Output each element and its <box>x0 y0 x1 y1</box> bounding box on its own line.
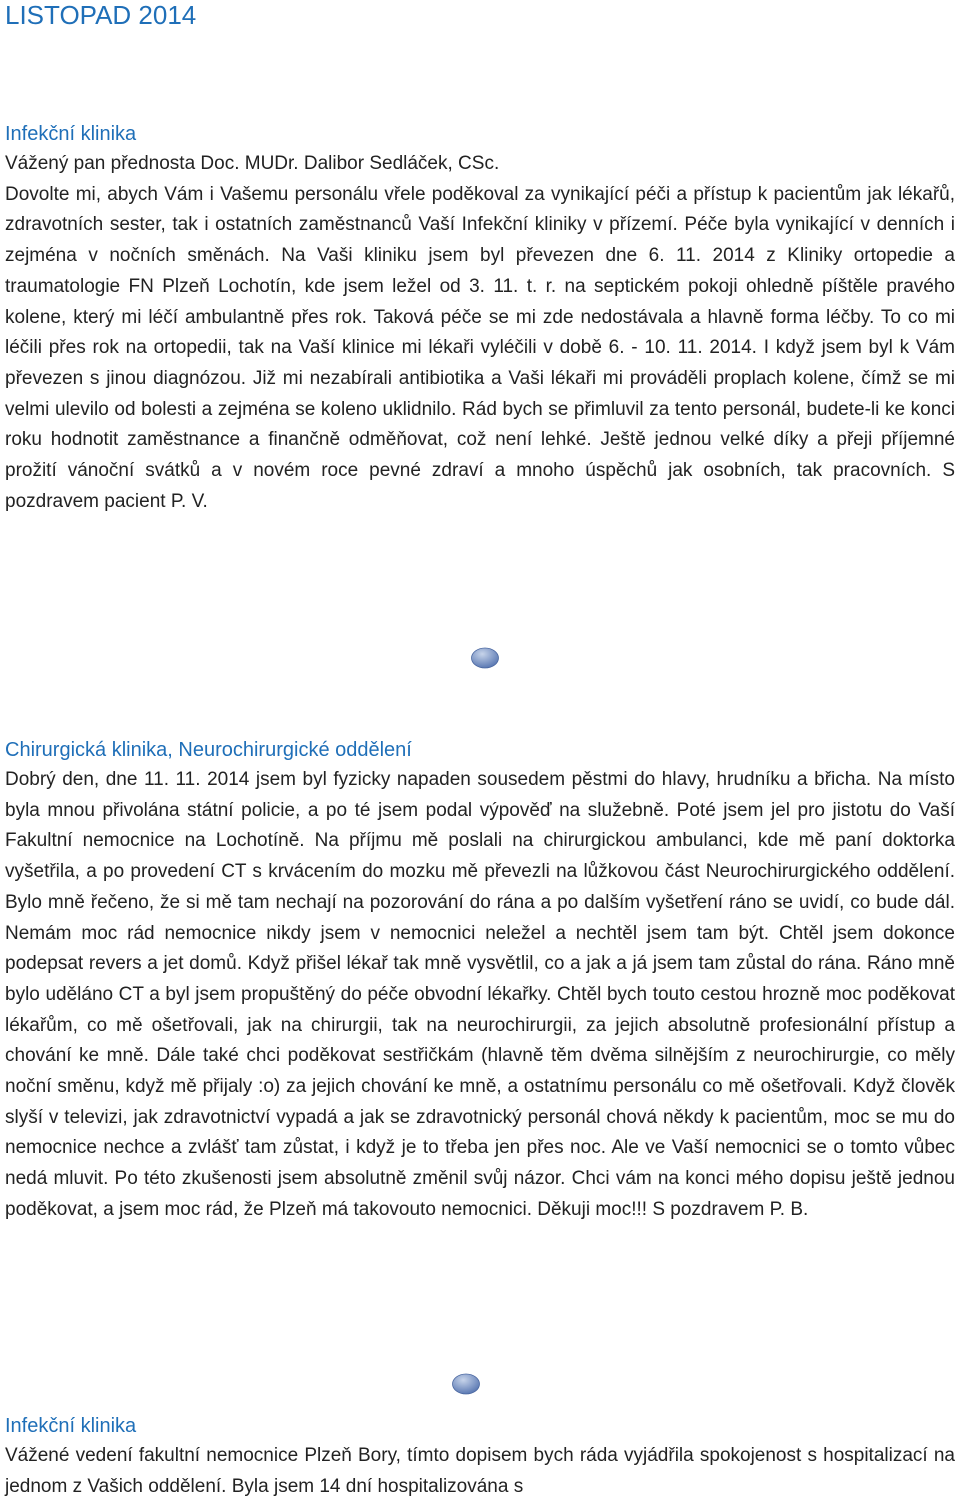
section-infekcni-1 <box>5 119 955 517</box>
section-heading: Chirurgická klinika, Neurochirurgické oddělení <box>5 739 412 761</box>
section-heading: Infekční klinika <box>5 1415 137 1437</box>
section-chirurgicka <box>5 735 955 1226</box>
letter-body: Dobrý den, dne 11. 11. 2014 jsem byl fyzicky napaden sousedem pěstmi do hlavy, hrudníku a břicha. Na místo byla mnou přivolána státní policie, a po té jsem podal výpověď na služebně. Poté jsem jel pro jistotu do Vaší Fakultní nemocnice na Lochotíně. Na příjmu mě poslali na chirurgickou ambulanci, kde mě paní doktorka vyšetřila, a po provedení CT s krvácením do mozku mě převezli na lůžkovou část Neurochirurgického oddělení. Bylo mně řečeno, že si mě tam nechají na pozorování do rána a po dalším vyšetření ráno se uvidí, co bude dál. Nemám moc rád nemocnice nikdy jsem v nemocnici neležel a nechtěl jsem tam být. Chtěl jsem dokonce podepsat revers a jet domů. Když přišel lékař tak mně vysvětlil, co a jak a já jsem tam zůstal do rána. Ráno mně bylo uděláno CT a byl jsem propuštěný do péče obvodní lékařky. Chtěl bych touto cestou hrozně moc poděkovat lékařům, co mě ošetřovali, jak na chirurgii, tak na neurochirurgii, za jejich absolutně profesionální přístup a chování ke mně. Dále také chci poděkovat sestřičkám (hlavně těm dvěma silnějším z neurochirurgie, co měly noční směnu, když mě přijaly :o) za jejich chování ke mně, a ostatnímu personálu co mě ošetřovali. Když člověk slyší v televizi, jak zdravotnictví vypadá a jak se zdravotnický personál chová někdy k pacientům, moc se mu do nemocnice nechce a zvlášť tam zůstat, i když je to třeba jen přes noc. Ale ve Vaší nemocnici se o tomto vůbec nedá mluvit. Po této zkušenosti jsem absolutně změnil svůj názor. Chci vám na konci mého dopisu ještě jednou poděkovat, a jsem moc rád, že Plzeň má takovouto nemocnici. Děkuji moc!!! S pozdravem P. B. <box>5 769 955 1220</box>
bullet-icon <box>451 1373 481 1395</box>
page-title: LISTOPAD 2014 <box>5 0 197 30</box>
letter-body: Vážené vedení fakultní nemocnice Plzeň Bory, tímto dopisem bych ráda vyjádřila spokojenost s hospitalizací na jednom z Vašich oddělení. Byla jsem 14 dní hospitalizována s <box>5 1445 955 1497</box>
letter-body: Dovolte mi, abych Vám i Vašemu personálu vřele poděkoval za vynikající péči a přístup k pacientům jak lékařů, zdravotních sester, tak i ostatních zaměstnanců Vaší Infekční kliniky v přízemí. Péče byla vynikající v denních i zejména v nočních směnách. Na Vaši kliniku jsem byl převezen dne 6. 11. 2014 z Kliniky ortopedie a traumatologie FN Plzeň Lochotín, kde jsem ležel od 3. 11. t. r. na septickém pokoji ohledně píštěle pravého kolene, který mi léčí ambulantně přes rok. Taková péče se mi zde nedostávala a hlavně forma léčby. To co mi léčili přes rok na ortopedii, tak na Vaší klinice mi lékaři vyléčili v době 6. - 10. 11. 2014. I když jsem byl k Vám převezen s jinou diagnózou. Již mi nezabírali antibiotika a Vaši lékaři mi prováděli proplach kolene, čímž se mi velmi ulevilo od bolesti a zejména se koleno uklidnilo. Rád bych se přimluvil za tento personál, budete-li ke konci roku hodnotit zaměstnance a finančně odměňovat, což není lehké. Ještě jednou velké díky a přeji příjemné prožití vánoční svátků a v novém roce pevné zdraví a mnoho úspěchů jak osobních, tak pracovních. S pozdravem pacient P. V. <box>5 183 955 512</box>
bullet-icon <box>470 647 500 669</box>
salutation: Vážený pan přednosta Doc. MUDr. Dalibor Sedláček, CSc. <box>5 153 500 174</box>
section-heading: Infekční klinika <box>5 123 137 145</box>
section-infekcni-2 <box>5 1411 955 1502</box>
